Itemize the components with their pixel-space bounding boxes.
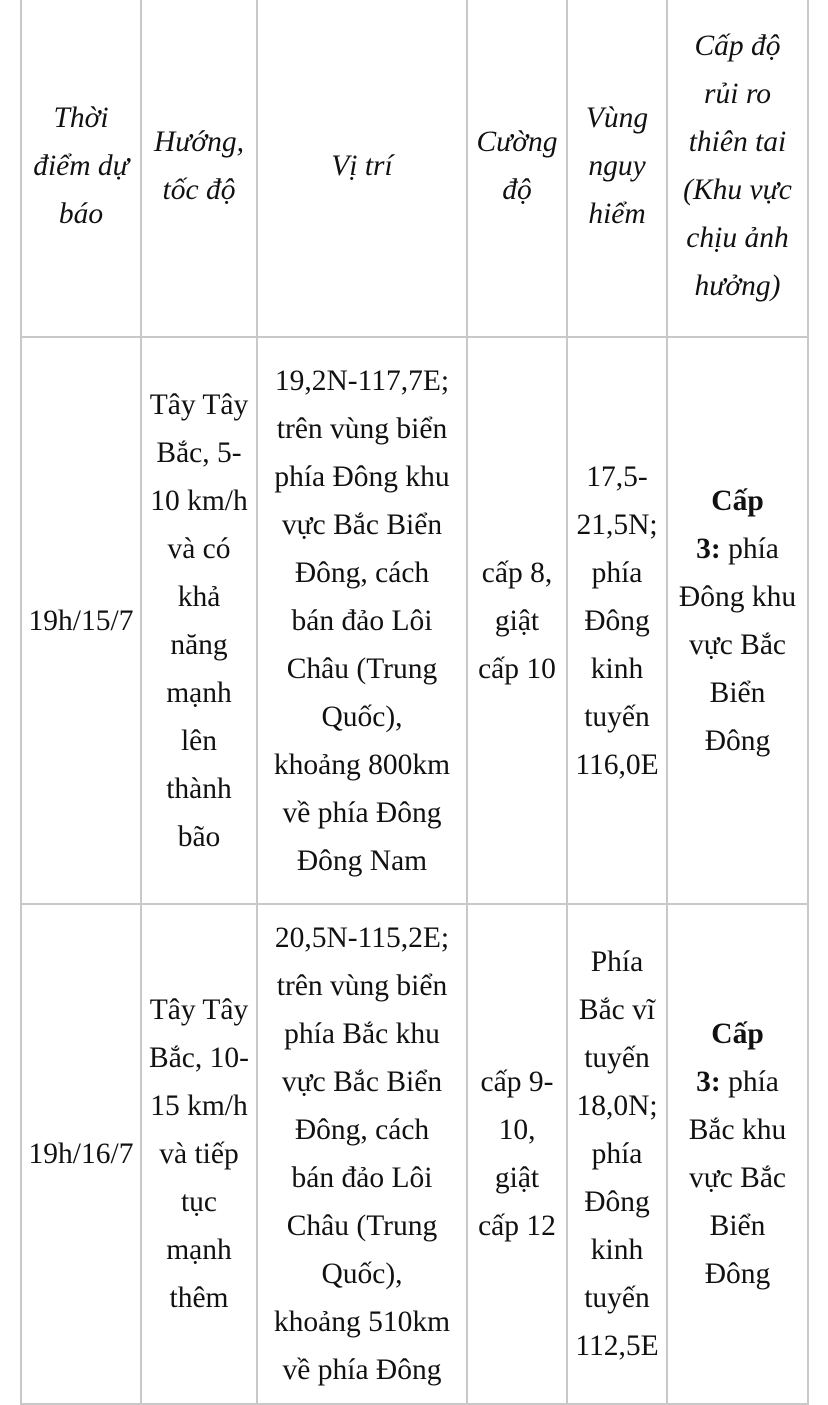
cell-risk [667,337,808,904]
header-intensity: Cường độ [467,0,567,337]
forecast-table [20,0,809,1405]
cell-position: 20,5N-115,2E; trên vùng biển phía Bắc khu vực Bắc Biển Đông, cách bán đảo Lôi Châu (Trung Quốc), khoảng 510km về phía Đông [257,904,467,1404]
header-forecast-time: Thời điểm dự báo [21,0,141,337]
cell-direction: Tây Tây Bắc, 5- 10 km/h và có khả năng mạnh lên thành bão [141,337,257,904]
cell-time: 19h/16/7 [21,904,141,1404]
header-risk-level: Cấp độ rủi ro thiên tai (Khu vực chịu ảnh hưởng) [667,0,808,337]
cell-position: 19,2N-117,7E; trên vùng biển phía Đông khu vực Bắc Biển Đông, cách bán đảo Lôi Châu (Trung Quốc), khoảng 800km về phía Đông Đông Nam [257,337,467,904]
table-row [21,337,808,904]
header-danger-zone: Vùng nguy hiểm [567,0,667,337]
header-position: Vị trí [257,0,467,337]
risk-level-label: Cấp 3: [696,484,764,565]
risk-level-label: Cấp 3: [696,1018,764,1098]
risk-area-text: phía Bắc khu vực Bắc Biển Đông [688,1066,787,1290]
cell-direction: Tây Tây Bắc, 10- 15 km/h và tiếp tục mạnh thêm [141,904,257,1404]
cell-risk [667,904,808,1404]
table-header-row [21,0,808,337]
header-direction-speed: Hướng, tốc độ [141,0,257,337]
cell-danger-zone: Phía Bắc vĩ tuyến 18,0N; phía Đông kinh tuyến 112,5E [567,904,667,1404]
table-row [21,904,808,1404]
cell-intensity: cấp 8, giật cấp 10 [467,337,567,904]
cell-danger-zone: 17,5- 21,5N; phía Đông kinh tuyến 116,0E [567,337,667,904]
cell-time: 19h/15/7 [21,337,141,904]
cell-intensity: cấp 9- 10, giật cấp 12 [467,904,567,1404]
risk-area-text: phía Đông khu vực Bắc Biển Đông [678,532,797,757]
